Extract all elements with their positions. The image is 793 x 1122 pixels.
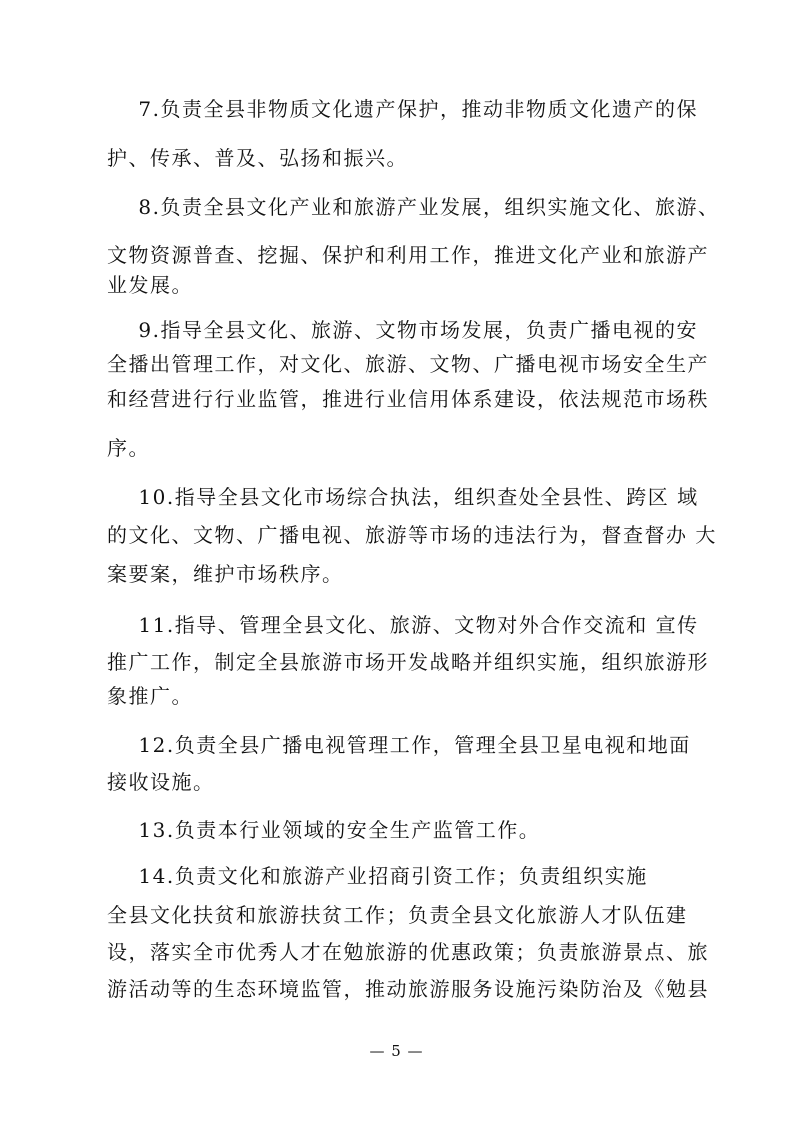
- text-line: 14.负责文化和旅游产业招商引资工作；负责组织实施: [107, 864, 648, 888]
- text-line: 和经营进行行业监管，推进行业信用体系建设，依法规范市场秩: [107, 387, 709, 411]
- text-line: 8.负责全县文化产业和旅游产业发展，组织实施文化、旅游、: [107, 195, 720, 219]
- text-line: 序。: [107, 436, 150, 460]
- text-line: 10.指导全县文化市场综合执法，组织查处全县性、跨区 域: [107, 485, 699, 509]
- text-line: 护、传承、普及、弘扬和振兴。: [107, 146, 408, 170]
- text-line: 7.负责全县非物质文化遗产保护，推动非物质文化遗产的保: [107, 97, 699, 121]
- text-line: 业发展。: [107, 273, 193, 297]
- text-line: 游活动等的生态环境监管，推动旅游服务设施污染防治及《勉县: [107, 977, 709, 1001]
- text-line: 13.负责本行业领域的安全生产监管工作。: [107, 818, 541, 842]
- text-line: 12.负责全县广播电视管理工作，管理全县卫星电视和地面: [107, 733, 691, 757]
- text-line: 接收设施。: [107, 770, 215, 794]
- text-line: 11.指导、管理全县文化、旅游、文物对外合作交流和 宣传: [107, 613, 699, 637]
- text-line: 的文化、文物、广播电视、旅游等市场的违法行为，督查督办 大: [107, 523, 717, 547]
- text-line: 象推广。: [107, 684, 193, 708]
- text-line: 文物资源普查、挖掘、保护和利用工作，推进文化产业和旅游产: [107, 243, 709, 267]
- text-line: 案要案，维护市场秩序。: [107, 562, 344, 586]
- text-line: 全县文化扶贫和旅游扶贫工作；负责全县文化旅游人才队伍建: [107, 903, 688, 927]
- text-line: 9.指导全县文化、旅游、文物市场发展，负责广播电视的安: [107, 318, 699, 342]
- text-line: 全播出管理工作，对文化、旅游、文物、广播电视市场安全生产: [107, 352, 709, 376]
- page-number: — 5 —: [369, 1042, 424, 1060]
- text-line: 设，落实全市优秀人才在勉旅游的优惠政策；负责旅游景点、旅: [107, 940, 709, 964]
- text-line: 推广工作，制定全县旅游市场开发战略并组织实施，组织旅游形: [107, 650, 709, 674]
